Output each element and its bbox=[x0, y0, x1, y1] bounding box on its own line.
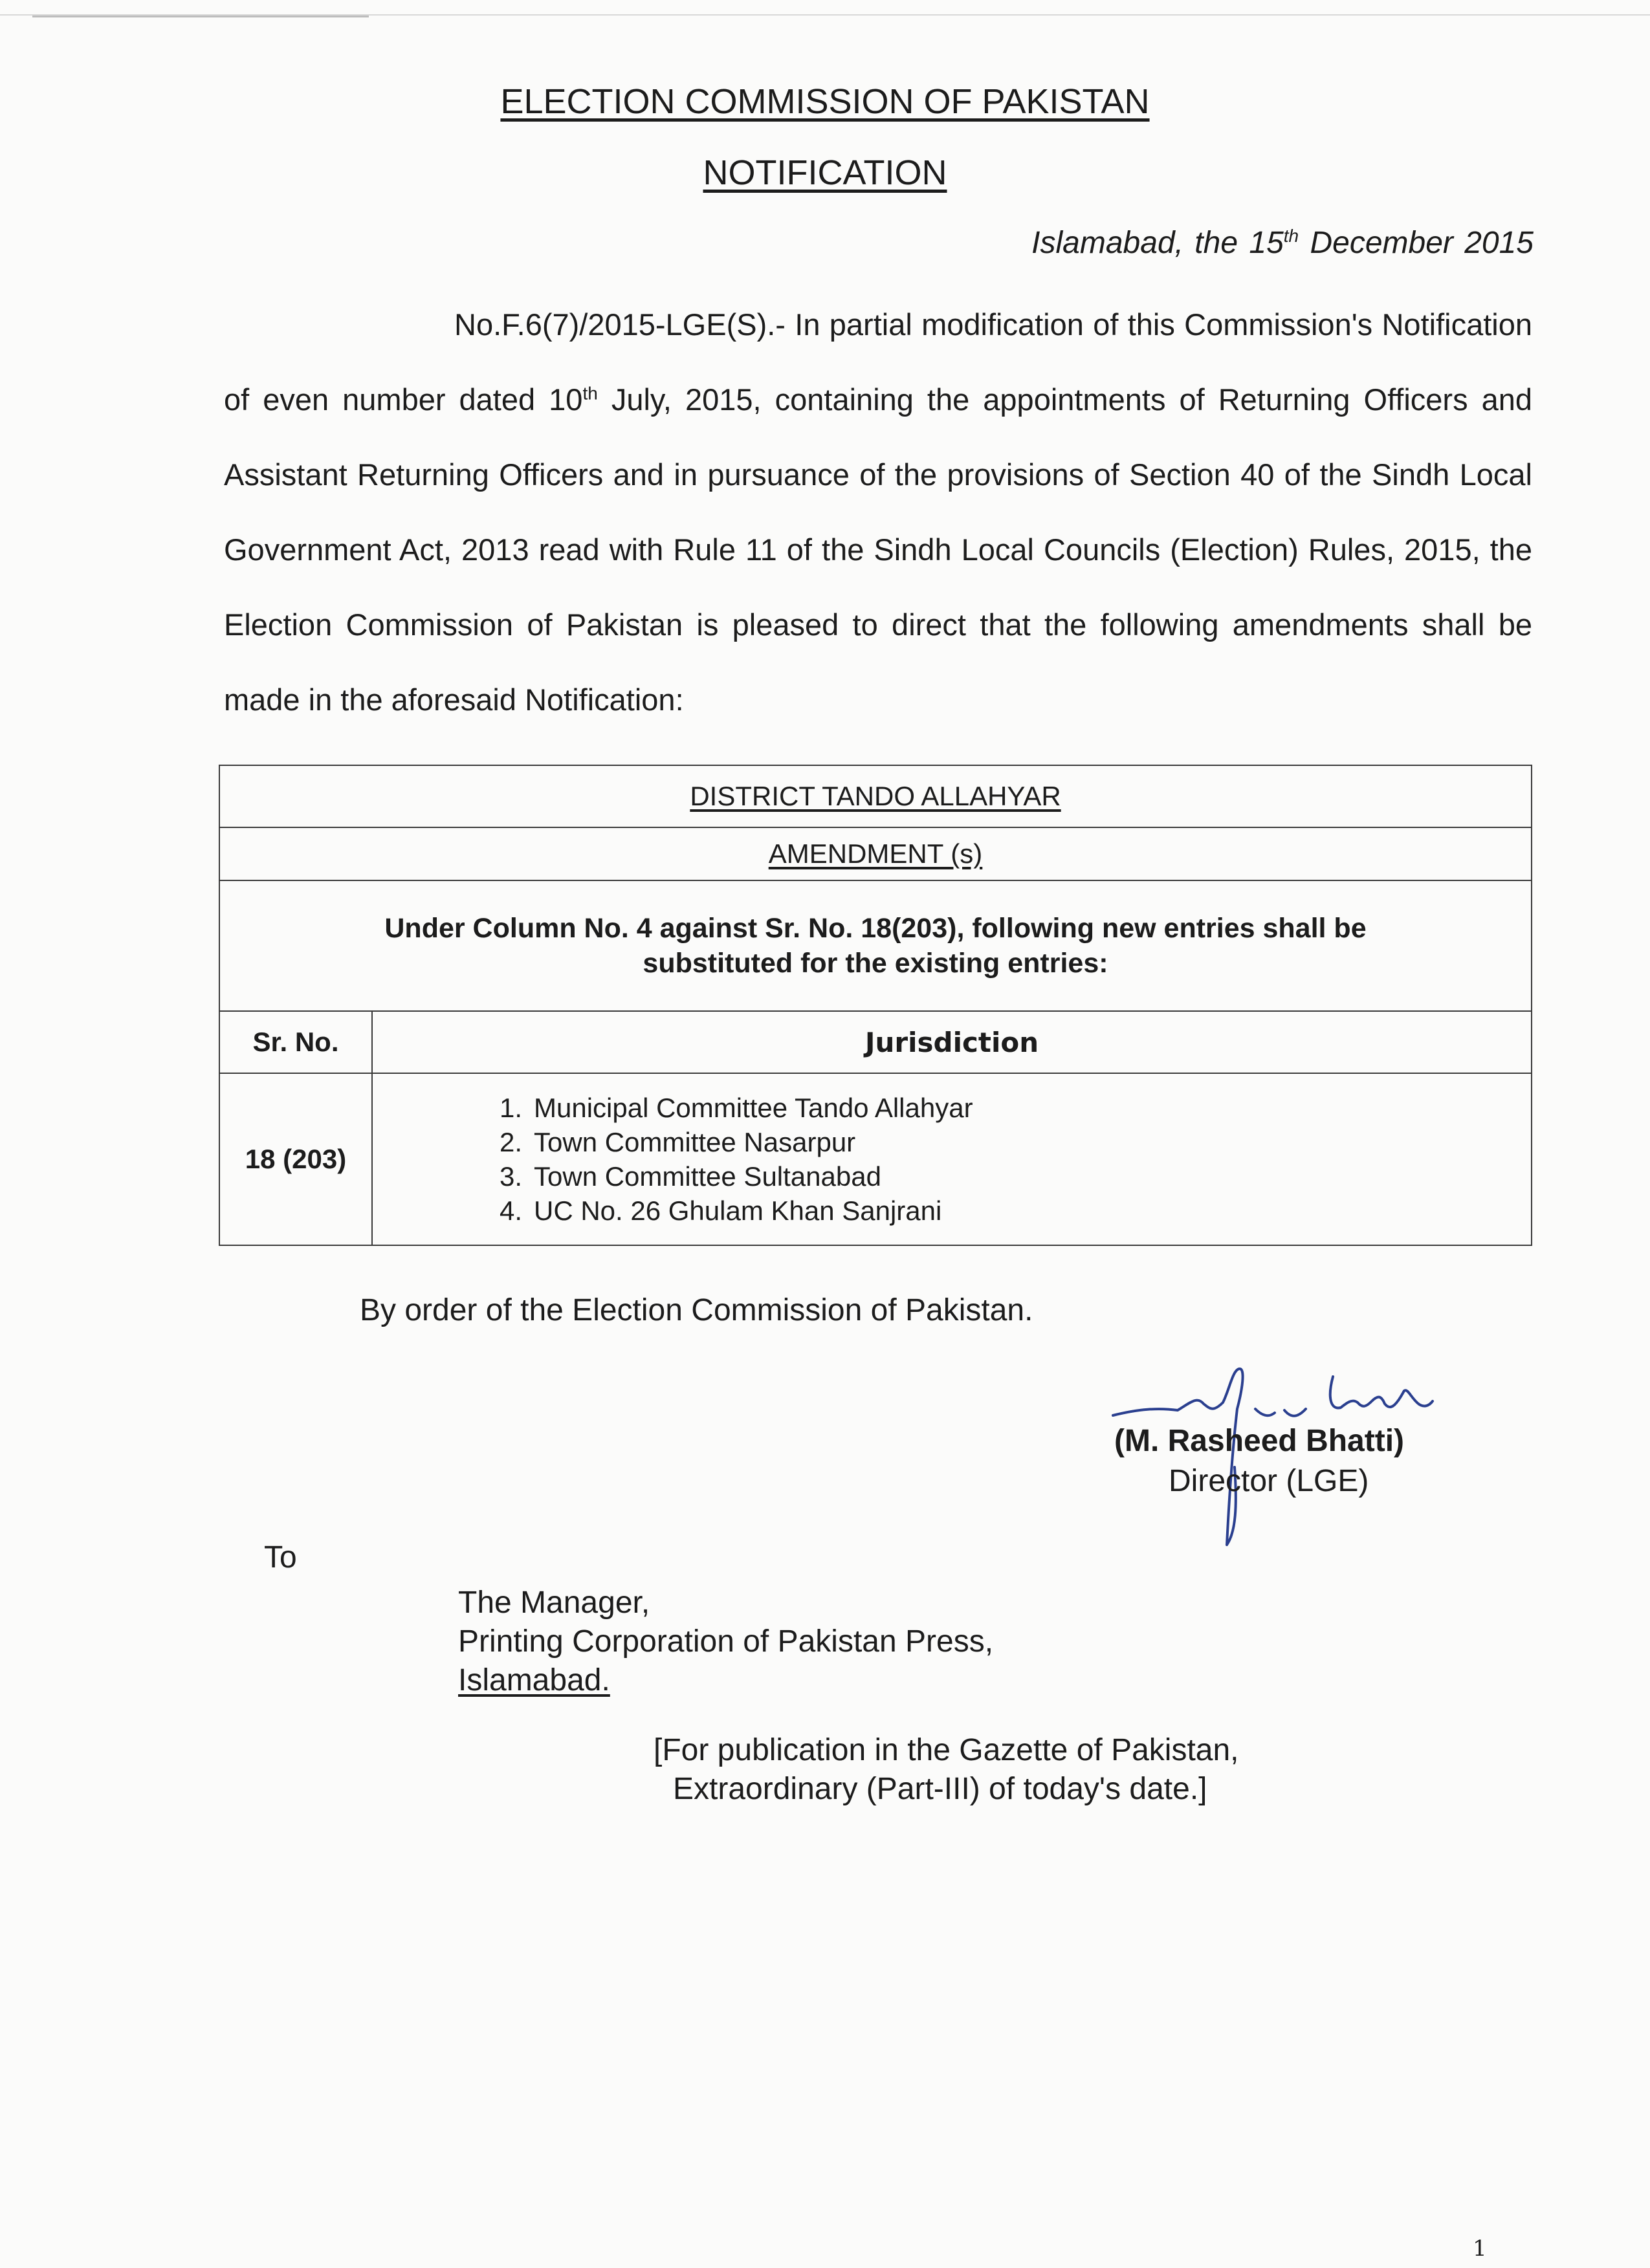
column-header-jurisdiction: Jurisdiction bbox=[372, 1011, 1532, 1073]
date-superscript: th bbox=[1283, 226, 1299, 246]
list-item-text: Town Committee Nasarpur bbox=[534, 1127, 856, 1157]
table-row bbox=[219, 1073, 1532, 1245]
paragraph-text-2: July, 2015, containing the appointments of Returning Officers and Assistant Returning Officers and in pursuance of the provisions of Section 40 of the Sindh Local Government Act, 2013 read with Rule 11 of the Sindh Local Councils (Election) Rules, 2015, the Election Commission of Pakistan is pleased to direct that the following amendments shall be made in the aforesaid Notification: bbox=[224, 382, 1533, 717]
list-item bbox=[483, 1125, 1530, 1159]
amendment-table bbox=[219, 765, 1532, 1246]
date-prefix: Islamabad, the 15 bbox=[1031, 226, 1284, 260]
jurisdiction-list bbox=[373, 1091, 1530, 1228]
publication-line: Extraordinary (Part-III) of today's date.] bbox=[673, 1772, 1207, 1806]
instruction-text: Under Column No. 4 against Sr. No. 18(203), following new entries shall be substituted for the existing entries: bbox=[384, 913, 1367, 979]
list-item-number: 4. bbox=[499, 1195, 522, 1226]
list-item-text: UC No. 26 Ghulam Khan Sanjrani bbox=[534, 1195, 942, 1226]
date-line bbox=[1031, 225, 1534, 261]
publication-note bbox=[654, 1731, 1239, 1809]
reference-number: No.F.6(7)/2015-LGE(S).- bbox=[454, 307, 786, 342]
address-line: Islamabad. bbox=[458, 1663, 610, 1697]
jurisdiction-cell bbox=[372, 1073, 1532, 1245]
paragraph-text-1: In partial modification of this Commission's Notification of even number dated 10 bbox=[224, 307, 1532, 417]
recipient-address bbox=[458, 1584, 993, 1700]
district-heading: DISTRICT TANDO ALLAHYAR bbox=[219, 765, 1532, 827]
notification-paragraph bbox=[224, 287, 1532, 737]
list-item-number: 3. bbox=[499, 1161, 522, 1192]
document-subtitle: NOTIFICATION bbox=[703, 153, 947, 192]
signatory-designation: Director (LGE) bbox=[1169, 1464, 1369, 1498]
page-number: 1 bbox=[1473, 2236, 1487, 2262]
list-item-number: 1. bbox=[499, 1093, 522, 1123]
address-line: The Manager, bbox=[458, 1586, 650, 1620]
list-item-text: Municipal Committee Tando Allahyar bbox=[534, 1093, 973, 1123]
publication-line: [For publication in the Gazette of Pakistan, bbox=[654, 1733, 1239, 1767]
paragraph-superscript: th bbox=[582, 383, 598, 404]
date-suffix: December 2015 bbox=[1299, 226, 1534, 260]
sr-no-cell: 18 (203) bbox=[219, 1073, 372, 1245]
scan-mark bbox=[32, 16, 369, 17]
table-header-row bbox=[219, 1011, 1532, 1073]
list-item bbox=[483, 1159, 1530, 1194]
amendment-heading: AMENDMENT (s) bbox=[219, 827, 1532, 880]
list-item-number: 2. bbox=[499, 1127, 522, 1157]
table-row bbox=[219, 765, 1532, 827]
address-line: Printing Corporation of Pakistan Press, bbox=[458, 1624, 994, 1659]
table-row bbox=[219, 827, 1532, 880]
table-row bbox=[219, 880, 1532, 1011]
amendment-instruction bbox=[219, 880, 1532, 1011]
column-header-sr-no: Sr. No. bbox=[219, 1011, 372, 1073]
list-item bbox=[483, 1091, 1530, 1125]
to-label: To bbox=[264, 1540, 297, 1575]
signatory-name: (M. Rasheed Bhatti) bbox=[1114, 1424, 1405, 1458]
by-order-line: By order of the Election Commission of Pakistan. bbox=[360, 1293, 1033, 1327]
document-title: ELECTION COMMISSION OF PAKISTAN bbox=[500, 82, 1150, 121]
list-item bbox=[483, 1194, 1530, 1228]
list-item-text: Town Committee Sultanabad bbox=[534, 1161, 881, 1192]
